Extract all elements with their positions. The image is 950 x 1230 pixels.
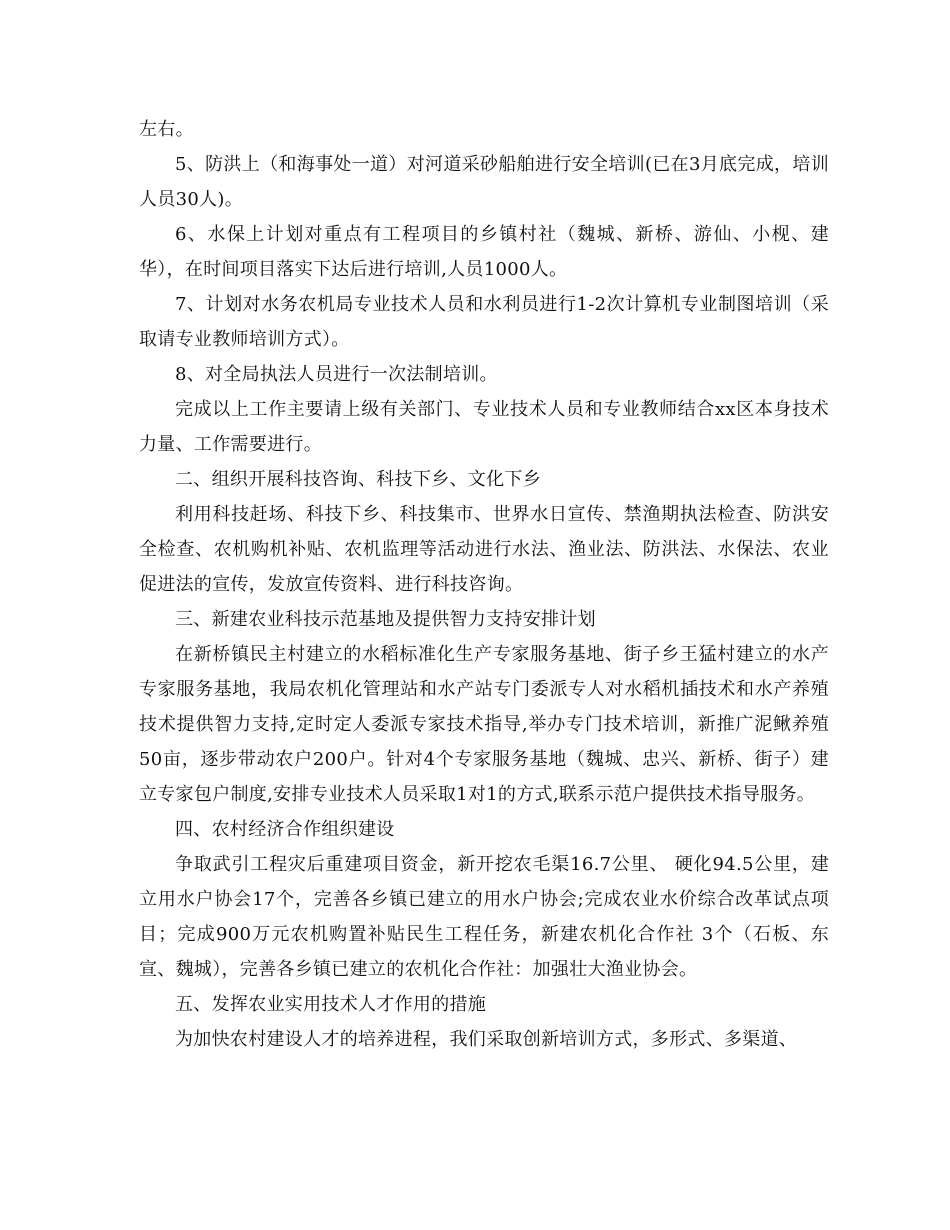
paragraph-section-3: 在新桥镇民主村建立的水稻标准化生产专家服务基地、街子乡王猛村建立的水产专家服务基地，我局农机化管理站和水产站专门委派专人对水稻机插技术和水产养殖技术提供智力支持,定时定人委派专家技术指导,举办专门技术培训，新推广泥鳅养殖50亩，逐步带动农户200户。针对4个专家服务基地（魏城、忠兴、新桥、街子）建立专家包户制度,安排专业技术人员采取1对1的方式,联系示范户提供技术指导服务。: [139, 644, 829, 805]
paragraph-item-6: 6、水保上计划对重点有工程项目的乡镇村社（魏城、新桥、游仙、小枧、建华），在时间项目落实下达后进行培训,人员1000人。: [139, 224, 829, 280]
paragraph-item-7: 7、计划对水务农机局专业技术人员和水利员进行1-2次计算机专业制图培训（采取请专业教师培训方式）。: [139, 294, 829, 350]
section-heading-4: 四、农村经济合作组织建设: [175, 819, 395, 840]
paragraph-section-4: 争取武引工程灾后重建项目资金，新开挖农毛渠16.7公里、 硬化94.5公里，建立用水户协会17个，完善各乡镇已建立的用水户协会;完成农业水价综合改革试点项目；完成900万元农机购置补贴民生工程任务，新建农机化合作社 3个（石板、东宣、魏城），完善各乡镇已建立的农机化合作社：加强壮大渔业协会。: [139, 854, 829, 980]
section-heading-2: 二、组织开展科技咨询、科技下乡、文化下乡: [175, 469, 541, 490]
paragraph-section-5: 为加快农村建设人才的培养进程，我们采取创新培训方式，多形式、多渠道、: [175, 1029, 798, 1050]
paragraph-section-2: 利用科技赶场、科技下乡、科技集市、世界水日宣传、禁渔期执法检查、防洪安全检查、农机购机补贴、农机监理等活动进行水法、渔业法、防洪法、水保法、农业促进法的宣传，发放宣传资料、进行科技咨询。: [139, 504, 829, 595]
paragraph-summary: 完成以上工作主要请上级有关部门、专业技术人员和专业教师结合xx区本身技术力量、工作需要进行。: [139, 399, 829, 455]
paragraph-item-8: 8、对全局执法人员进行一次法制培训。: [175, 364, 498, 385]
section-heading-5: 五、发挥农业实用技术人才作用的措施: [175, 994, 487, 1015]
paragraph-item-5: 5、防洪上（和海事处一道）对河道采砂船舶进行安全培训(已在3月底完成，培训人员30人)。: [139, 154, 829, 210]
document-body: [139, 112, 829, 1057]
section-heading-3: 三、新建农业科技示范基地及提供智力支持安排计划: [175, 609, 596, 630]
paragraph-continuation: 左右。: [139, 119, 194, 140]
